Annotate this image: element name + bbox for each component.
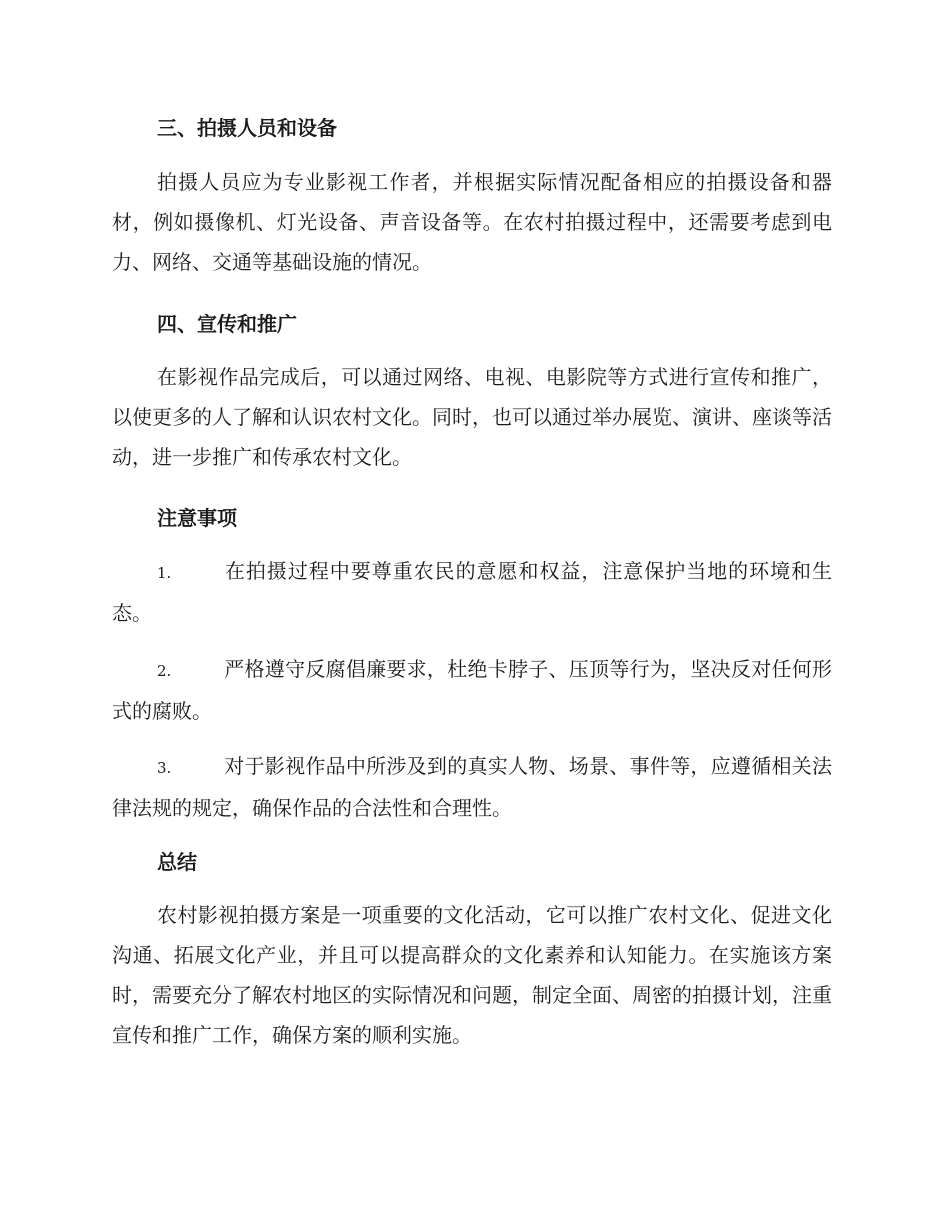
section-heading-staff-equipment: 三、拍摄人员和设备 bbox=[157, 116, 337, 140]
section-heading-promotion: 四、宣传和推广 bbox=[157, 312, 297, 336]
note-item-number: 2. bbox=[157, 662, 172, 680]
section-heading-summary: 总结 bbox=[157, 850, 197, 874]
note-item bbox=[112, 649, 832, 731]
note-item-number: 1. bbox=[157, 564, 172, 582]
note-item bbox=[112, 746, 832, 828]
paragraph-promotion: 在影视作品完成后，可以通过网络、电视、电影院等方式进行宣传和推广，以使更多的人了解和认识农村文化。同时，也可以通过举办展览、演讲、座谈等活动，进一步推广和传承农村文化。 bbox=[112, 365, 832, 469]
note-item-text: 严格遵守反腐倡廉要求，杜绝卡脖子、压顶等行为，坚决反对任何形式的腐败。 bbox=[112, 657, 832, 723]
paragraph-summary: 农村影视拍摄方案是一项重要的文化活动，它可以推广农村文化、促进文化沟通、拓展文化产业，并且可以提高群众的文化素养和认知能力。在实施该方案时，需要充分了解农村地区的实际情况和问题，制定全面、周密的拍摄计划，注重宣传和推广工作，确保方案的顺利实施。 bbox=[112, 903, 832, 1047]
paragraph-staff-equipment: 拍摄人员应为专业影视工作者，并根据实际情况配备相应的拍摄设备和器材，例如摄像机、灯光设备、声音设备等。在农村拍摄过程中，还需要考虑到电力、网络、交通等基础设施的情况。 bbox=[112, 170, 832, 274]
note-item-number: 3. bbox=[157, 759, 172, 777]
note-item-text: 在拍摄过程中要尊重农民的意愿和权益，注意保护当地的环境和生态。 bbox=[112, 559, 832, 625]
note-item bbox=[112, 551, 832, 633]
section-heading-notes: 注意事项 bbox=[157, 506, 237, 530]
note-item-text: 对于影视作品中所涉及到的真实人物、场景、事件等，应遵循相关法律法规的规定，确保作品的合法性和合理性。 bbox=[112, 754, 832, 820]
